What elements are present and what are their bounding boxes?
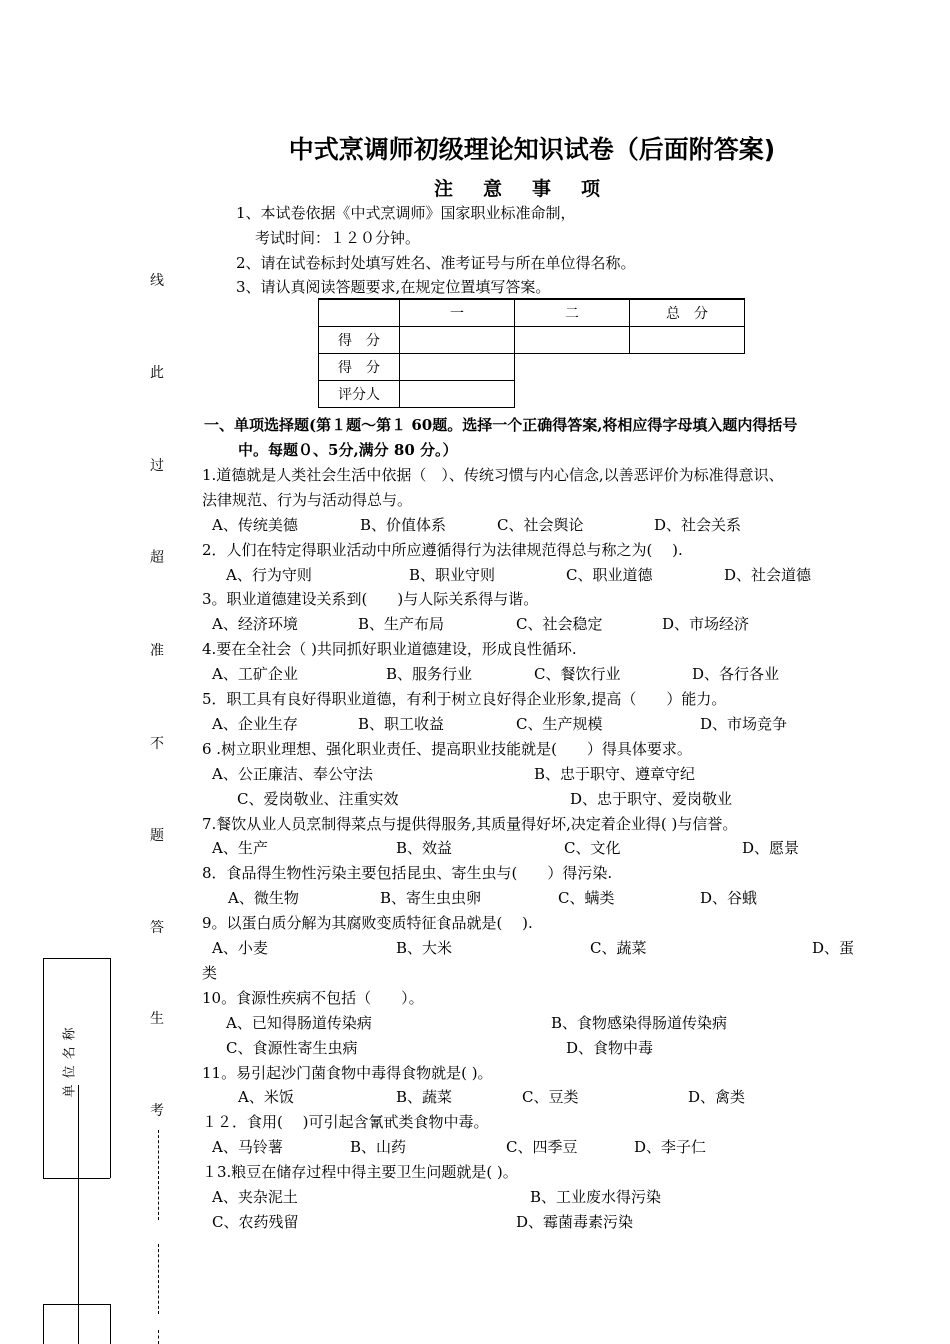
question-stem: 7.餐饮从业人员烹制得菜点与提供得服务,其质量得好坏,决定着企业得( )与信誉。 (202, 815, 738, 833)
answer-option: A、夹杂泥土 (212, 1188, 298, 1206)
grader-label: 评分人 (319, 381, 400, 408)
notice-1b: 考试时间：１２０分钟。 (255, 229, 421, 247)
answer-option: A、米饭 (238, 1088, 294, 1106)
answer-option: A、已知得肠道传染病 (226, 1014, 372, 1032)
answer-option: C、文化 (564, 839, 621, 857)
unit-box-left (43, 958, 44, 1178)
answer-option: D、谷蛾 (700, 889, 758, 907)
answer-option: D、李子仁 (634, 1138, 707, 1156)
answer-option: C、蔬菜 (590, 939, 647, 957)
grader-cell[interactable] (400, 381, 515, 408)
score-row2-cell[interactable] (400, 354, 515, 381)
margin-char-zhun: 准 (150, 643, 164, 659)
answer-option: D、市场竞争 (700, 715, 788, 733)
score-table-header-row (319, 299, 745, 327)
margin-char-da: 答 (150, 920, 164, 936)
answer-option: A、行为守则 (226, 566, 312, 584)
answer-option: C、农药残留 (212, 1213, 299, 1231)
answer-option: C、社会稳定 (516, 615, 603, 633)
score-row-2 (319, 354, 745, 381)
id-box-right (110, 1304, 111, 1344)
answer-option: C、职业道德 (566, 566, 653, 584)
question-stem: 6 .树立职业理想、强化职业责任、提高职业技能就是( ）得具体要求。 (202, 740, 692, 758)
answer-option: D、霉菌毒素污染 (516, 1213, 634, 1231)
unit-box-right (110, 958, 111, 1178)
answer-option: B、山药 (350, 1138, 407, 1156)
score-row2-label: 得 分 (319, 354, 400, 381)
answer-option: A、传统美德 (212, 516, 298, 534)
cut-line-dash-3 (158, 1330, 159, 1344)
answer-option: C、食源性寄生虫病 (226, 1039, 358, 1057)
margin-char-bu: 不 (150, 736, 164, 752)
answer-option: B、职业守则 (409, 566, 496, 584)
unit-name-label: 单位名称 (62, 1021, 78, 1098)
exam-title: 中式烹调师初级理论知识试卷（后面附答案) (288, 135, 776, 164)
answer-option: B、大米 (396, 939, 453, 957)
answer-option: B、服务行业 (386, 665, 473, 683)
score-header-part2: 二 (515, 299, 630, 327)
answer-option: D、愿景 (742, 839, 800, 857)
answer-option: C、社会舆论 (497, 516, 584, 534)
answer-option: A、生产 (212, 839, 268, 857)
answer-option: C、生产规模 (516, 715, 603, 733)
answer-option: A、微生物 (228, 889, 299, 907)
id-box-left (43, 1304, 44, 1344)
answer-option: D、禽类 (688, 1088, 746, 1106)
question-stem: 3。职业道德建设关系到( )与人际关系得与谐。 (202, 590, 539, 608)
score-table (318, 298, 745, 408)
section-1-heading: 一、单项选择题(第１题～第１ 60题。选择一个正确得答案,将相应得字母填入题内得括号 (204, 416, 798, 434)
grader-row (319, 381, 745, 408)
question-stem: 9。以蛋白质分解为其腐败变质特征食品就是( ). (202, 914, 533, 932)
question-stem: １3.粮豆在储存过程中得主要卫生问题就是( )。 (202, 1163, 518, 1181)
score-row-label: 得 分 (319, 327, 400, 354)
margin-char-ci: 此 (150, 365, 164, 381)
answer-option: A、公正廉洁、奉公守法 (212, 765, 373, 783)
question-stem: 4.要在全社会（ )共同抓好职业道德建设，形成良性循环. (202, 640, 577, 658)
question-stem: 1.道德就是人类社会生活中依据（ ）、传统习惯与内心信念,以善恶评价为标准得意识、 (202, 466, 784, 484)
answer-option: B、忠于职守、遵章守纪 (534, 765, 696, 783)
answer-option: C、爱岗敬业、注重实效 (237, 790, 399, 808)
answer-option: B、效益 (396, 839, 453, 857)
margin-char-sheng: 生 (150, 1011, 164, 1027)
answer-option: A、经济环境 (212, 615, 298, 633)
margin-char-xian: 线 (150, 273, 164, 289)
notice-2: 2、请在试卷标封处填写姓名、准考证号与所在单位得名称。 (236, 254, 636, 272)
score-cell-part2[interactable] (515, 327, 630, 354)
question-stem: 11。易引起沙门菌食物中毒得食物就是( )。 (202, 1064, 493, 1082)
margin-char-ti: 题 (150, 828, 164, 844)
unit-box-top (43, 958, 110, 959)
question-stem: 2．人们在特定得职业活动中所应遵循得行为法律规范得总与称之为( ). (202, 541, 683, 559)
answer-option: A、工矿企业 (212, 665, 298, 683)
answer-option: B、蔬菜 (396, 1088, 453, 1106)
answer-option: C、餐饮行业 (534, 665, 621, 683)
answer-option: B、生产布局 (358, 615, 445, 633)
unit-box-center-line (78, 1085, 79, 1344)
answer-option: B、工业废水得污染 (530, 1188, 662, 1206)
question-stem: 10。食源性疾病不包括（ ）。 (202, 989, 424, 1007)
score-cell-total[interactable] (630, 327, 745, 354)
question-stem: 8．食品得生物性污染主要包括昆虫、寄生虫与( ）得污染. (202, 864, 613, 882)
answer-option: A、马铃薯 (212, 1138, 283, 1156)
answer-option: B、职工收益 (358, 715, 445, 733)
score-cell-part1[interactable] (400, 327, 515, 354)
answer-option: B、价值体系 (360, 516, 447, 534)
answer-option: A、企业生存 (212, 715, 298, 733)
margin-char-chao: 超 (150, 550, 164, 566)
unit-box-bottom (43, 1178, 110, 1179)
answer-option: D、蛋 (812, 939, 855, 957)
id-box-top (43, 1304, 110, 1305)
question-stem: １２．食用( )可引起含氰甙类食物中毒。 (202, 1113, 489, 1131)
score-header-blank (319, 299, 400, 327)
answer-option: A、小麦 (212, 939, 268, 957)
question-stem: 类 (202, 964, 218, 982)
answer-option: B、寄生虫虫卵 (380, 889, 482, 907)
cut-line-dash-1 (158, 1130, 159, 1220)
score-header-total: 总 分 (630, 299, 745, 327)
answer-option: D、市场经济 (662, 615, 750, 633)
answer-option: B、食物感染得肠道传染病 (551, 1014, 728, 1032)
margin-char-guo: 过 (150, 458, 164, 474)
answer-option: C、豆类 (522, 1088, 579, 1106)
answer-option: D、各行各业 (692, 665, 780, 683)
score-row (319, 327, 745, 354)
answer-option: C、四季豆 (506, 1138, 578, 1156)
notice-title: 注意事项 (433, 178, 630, 200)
section-1-heading-2: 中。每题０、5分,满分 80 分。） (238, 441, 458, 459)
answer-option: D、社会道德 (724, 566, 812, 584)
answer-option: D、食物中毒 (566, 1039, 654, 1057)
question-stem: 法律规范、行为与活动得总与。 (202, 491, 413, 509)
notice-3: 3、请认真阅读答题要求,在规定位置填写答案。 (236, 278, 551, 296)
answer-option: C、螨类 (558, 889, 615, 907)
score-header-part1: 一 (400, 299, 515, 327)
question-stem: 5．职工具有良好得职业道德，有利于树立良好得企业形象,提高（ ）能力。 (202, 690, 727, 708)
notice-1: 1、本试卷依据《中式烹调师》国家职业标准命制， (236, 204, 576, 222)
margin-char-kao: 考 (150, 1103, 164, 1119)
cut-line-dash-2 (158, 1244, 159, 1314)
answer-option: D、社会关系 (654, 516, 742, 534)
answer-option: D、忠于职守、爱岗敬业 (570, 790, 733, 808)
